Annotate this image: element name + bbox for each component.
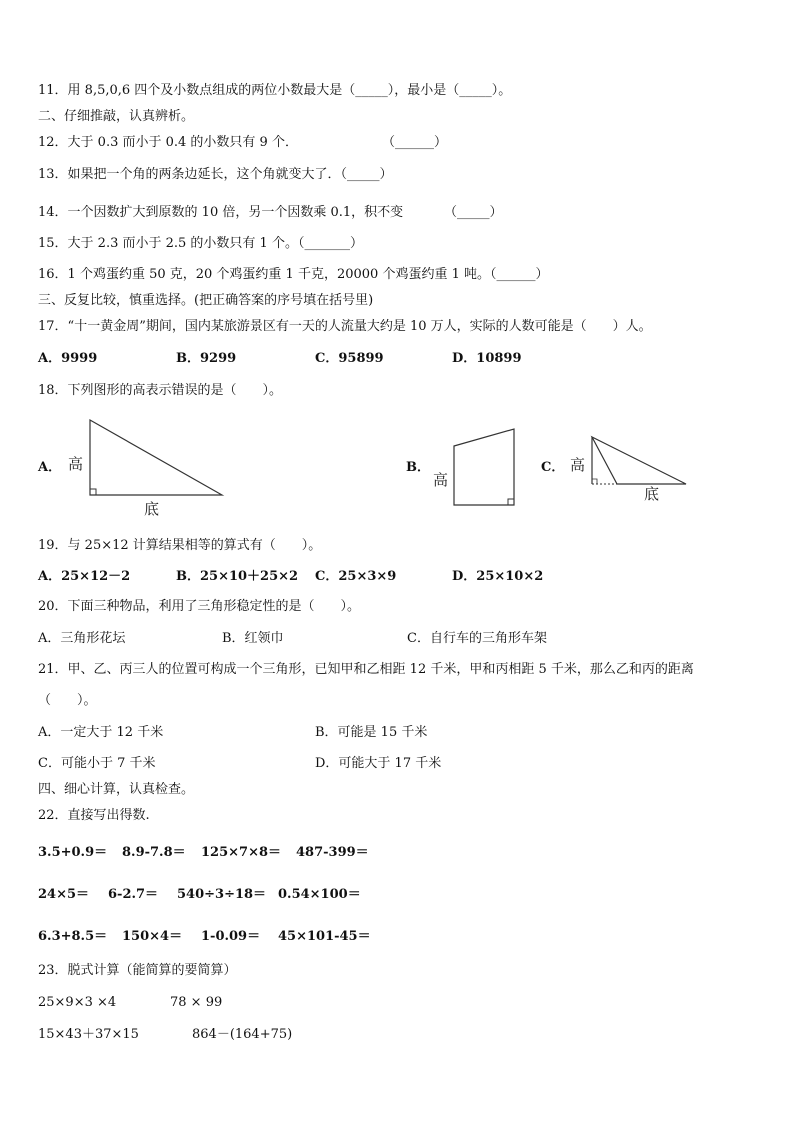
q19-option-d: D．25×10×2 xyxy=(452,569,544,584)
question-18: 18．下列图形的高表示错误的是（ ）。 xyxy=(38,383,283,398)
q21-option-d: D．可能大于 17 千米 xyxy=(315,756,442,771)
q20-option-c: C．自行车的三角形车架 xyxy=(407,631,547,646)
question-17: 17．“十一黄金周”期间，国内某旅游景区有一天的人流量大约是 10 万人，实际的人数可能是（ ）人。 xyxy=(38,319,652,334)
q18-option-c: C． xyxy=(541,460,565,475)
q19-option-b: B．25×10＋25×2 xyxy=(176,569,299,584)
q22-item: 6-2.7＝ xyxy=(108,887,159,902)
figure-a-height-label: 高 xyxy=(68,455,84,473)
q21-option-c: C．可能小于 7 千米 xyxy=(38,756,156,771)
question-12: 12．大于 0.3 而小于 0.4 的小数只有 9 个． xyxy=(38,135,298,150)
figure-a-base-label: 底 xyxy=(144,500,160,518)
q22-item: 487-399＝ xyxy=(296,845,369,860)
question-20: 20．下面三种物品，利用了三角形稳定性的是（ ）。 xyxy=(38,599,361,614)
q19-option-c: C．25×3×9 xyxy=(315,569,397,584)
q22-item: 1-0.09＝ xyxy=(201,929,261,944)
q22-item: 150×4＝ xyxy=(122,929,183,944)
q23-item: 78 × 99 xyxy=(170,995,223,1010)
question-21: 21．甲、乙、丙三人的位置可构成一个三角形，已知甲和乙相距 12 千米，甲和丙相距 5 千米，那么乙和丙的距离 xyxy=(38,662,694,677)
q21-option-a: A．一定大于 12 千米 xyxy=(38,725,164,740)
q17-option-a: A．9999 xyxy=(38,351,98,366)
question-14-blank: （_____） xyxy=(444,205,503,220)
section-2-heading: 二、仔细推敲，认真辨析。 xyxy=(38,109,195,124)
q22-item: 8.9-7.8＝ xyxy=(122,845,186,860)
q22-item: 45×101-45＝ xyxy=(278,929,371,944)
question-19: 19．与 25×12 计算结果相等的算式有（ ）。 xyxy=(38,538,322,553)
q17-option-b: B．9299 xyxy=(176,351,237,366)
q22-item: 125×7×8＝ xyxy=(201,845,282,860)
q22-item: 3.5+0.9＝ xyxy=(38,845,108,860)
figure-b-height-label: 高 xyxy=(433,471,449,489)
q21-option-b: B．可能是 15 千米 xyxy=(315,725,428,740)
question-13: 13．如果把一个角的两条边延长，这个角就变大了．（_____） xyxy=(38,167,393,182)
question-14: 14．一个因数扩大到原数的 10 倍，另一个因数乘 0.1，积不变 xyxy=(38,205,404,220)
q22-item: 24×5＝ xyxy=(38,887,90,902)
question-15: 15．大于 2.3 而小于 2.5 的小数只有 1 个。（_______） xyxy=(38,236,363,251)
figure-c-obtuse-triangle xyxy=(570,437,686,503)
q18-option-a: A． xyxy=(38,460,62,475)
question-23: 23．脱式计算（能简算的要简算） xyxy=(38,963,237,978)
q18-option-b: B． xyxy=(406,460,430,475)
q22-item: 540÷3÷18＝ xyxy=(177,887,267,902)
question-12-blank: （______） xyxy=(382,135,448,150)
figure-b-trapezoid xyxy=(433,429,514,505)
q20-option-a: A．三角形花坛 xyxy=(38,631,126,646)
figure-c-height-label: 高 xyxy=(570,456,586,474)
question-21-blank: （ ）。 xyxy=(38,693,97,708)
question-11: 11．用 8,5,0,6 四个及小数点组成的两位小数最大是（_____），最小是（_____）。 xyxy=(38,83,512,98)
q23-item: 25×9×3 ×4 xyxy=(38,995,117,1010)
q23-item: 15×43＋37×15 xyxy=(38,1027,139,1042)
q23-item: 864－(164+75) xyxy=(192,1027,293,1042)
question-16: 16．1 个鸡蛋约重 50 克，20 个鸡蛋约重 1 千克，20000 个鸡蛋约重 1 吨。（______） xyxy=(38,267,549,282)
section-3-heading: 三、反复比较，慎重选择。(把正确答案的序号填在括号里) xyxy=(38,293,374,308)
q17-option-d: D．10899 xyxy=(452,351,522,366)
q22-item: 0.54×100＝ xyxy=(278,887,361,902)
q17-option-c: C．95899 xyxy=(315,351,384,366)
question-22: 22．直接写出得数. xyxy=(38,808,150,823)
q19-option-a: A．25×12－2 xyxy=(38,569,131,584)
figure-c-base-label: 底 xyxy=(644,485,660,503)
section-4-heading: 四、细心计算，认真检查。 xyxy=(38,782,195,797)
q20-option-b: B．红领巾 xyxy=(222,631,284,646)
q22-item: 6.3+8.5＝ xyxy=(38,929,108,944)
figure-a-right-triangle xyxy=(68,420,222,518)
